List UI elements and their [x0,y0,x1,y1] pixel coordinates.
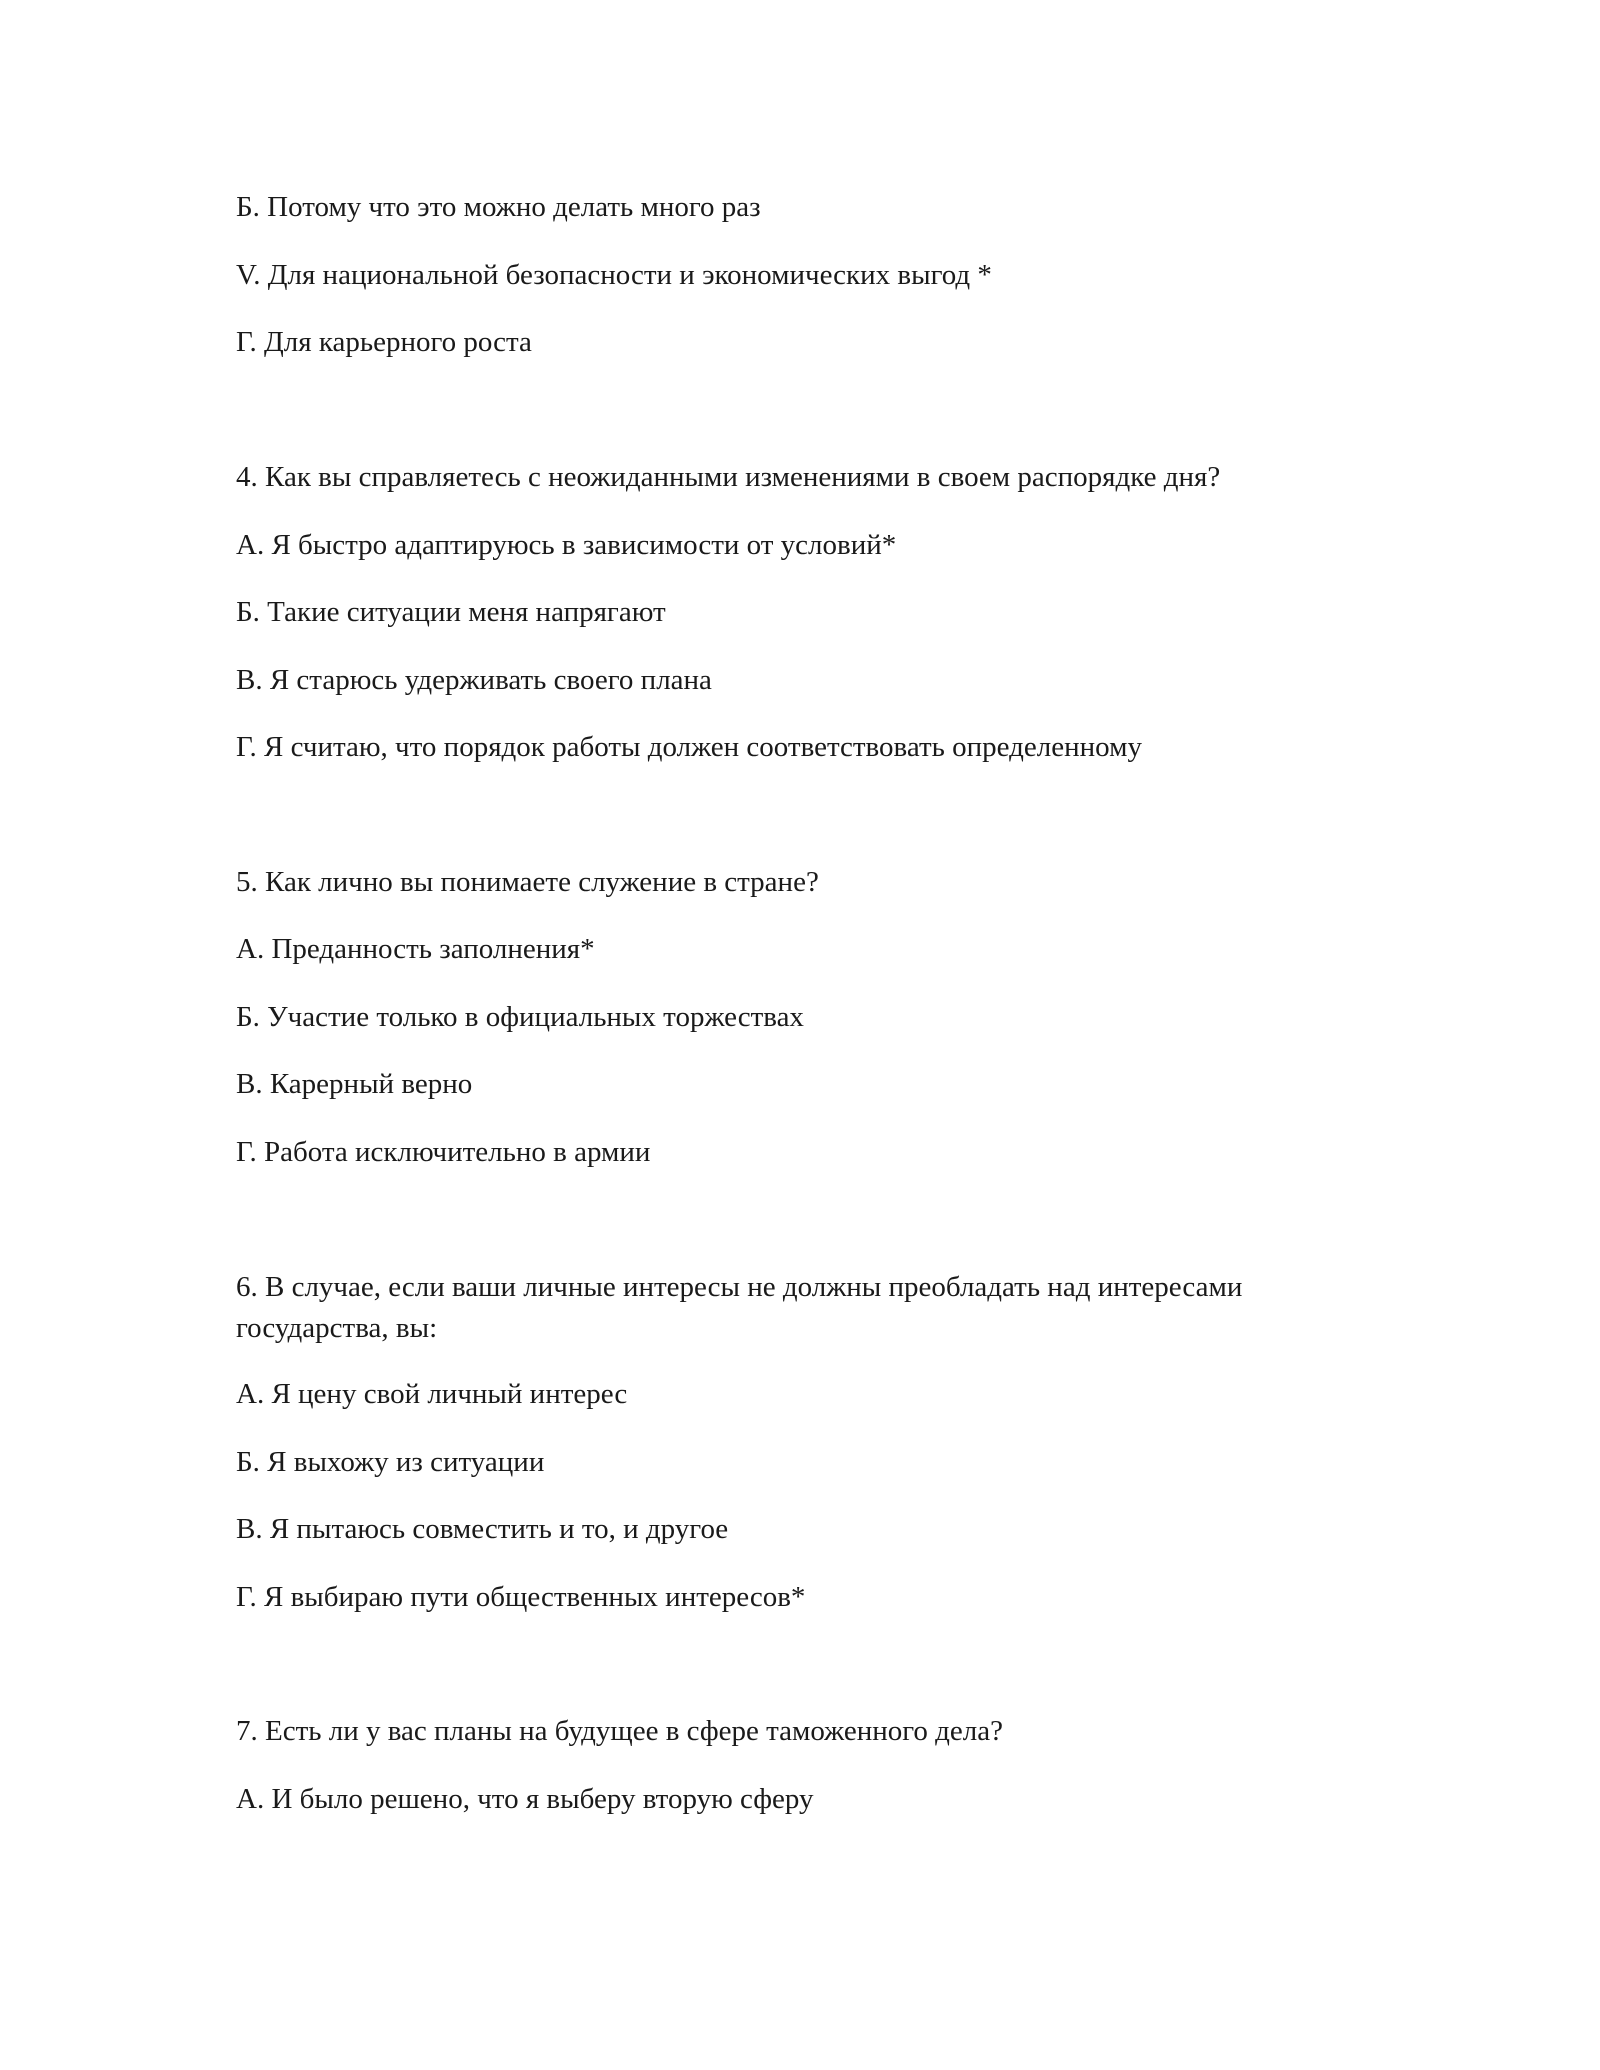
question-text: 4. Как вы справляетесь с неожиданными изменениями в своем распорядке дня? [236,461,1221,493]
option-line: V. Для национальной безопасности и экономических выгод * [236,259,992,291]
option-line: Г. Для карьерного роста [236,326,532,358]
question-text: 7. Есть ли у вас планы на будущее в сфере таможенного дела? [236,1715,1003,1747]
option-line: В. Я пытаюсь совместить и то, и другое [236,1513,729,1545]
question-text-continuation: государства, вы: [236,1312,438,1344]
option-line: Б. Участие только в официальных торжествах [236,1001,804,1033]
question-text: 6. В случае, если ваши личные интересы не должны преобладать над интересами [236,1271,1243,1303]
option-line: В. Карерный верно [236,1068,473,1100]
question-text: 5. Как лично вы понимаете служение в стране? [236,866,819,898]
option-line: А. Преданность заполнения* [236,933,595,965]
option-line: Б. Такие ситуации меня напрягают [236,596,666,628]
option-line: А. Я быстро адаптируюсь в зависимости от условий* [236,529,897,561]
option-line: Г. Я выбираю пути общественных интересов* [236,1581,806,1613]
option-line: В. Я старюсь удерживать своего плана [236,664,712,696]
option-line: Б. Я выхожу из ситуации [236,1446,545,1478]
option-line: Г. Я считаю, что порядок работы должен соответствовать определенному [236,731,1142,763]
option-line: А. Я цену свой личный интерес [236,1378,628,1410]
option-line: А. И было решено, что я выберу вторую сферу [236,1783,814,1815]
option-line: Г. Работа исключительно в армии [236,1136,651,1168]
option-line: Б. Потому что это можно делать много раз [236,191,761,223]
